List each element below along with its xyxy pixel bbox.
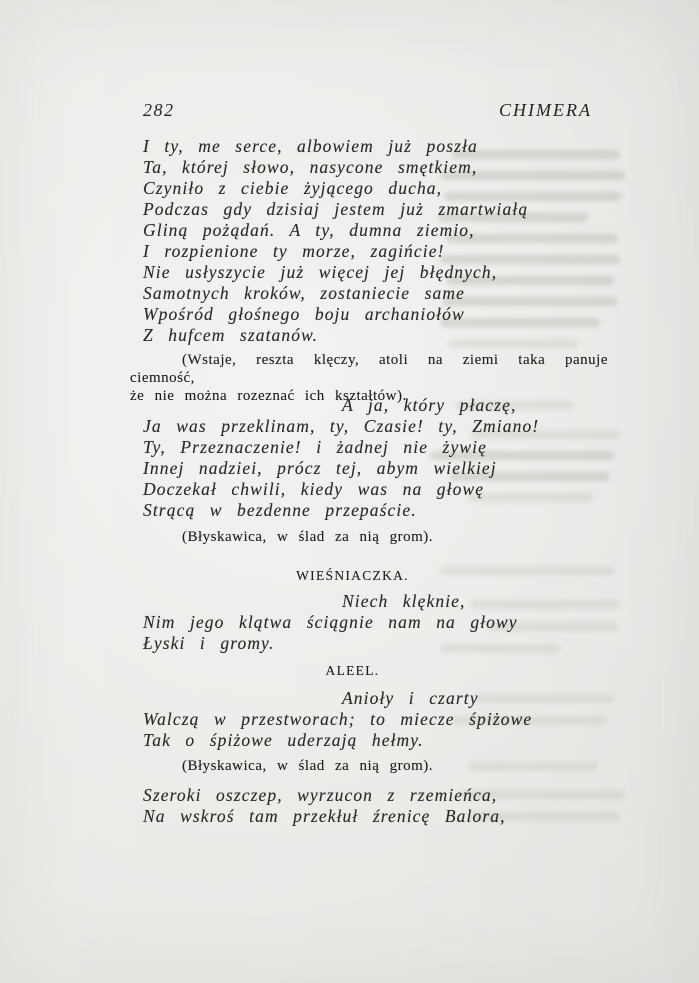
stage-direction-line: (Błyskawica, w ślad za nią grom). <box>182 529 434 545</box>
verse-line: Na wskroś tam przekłuł źrenicę Balora, <box>143 806 506 826</box>
verse-line: Łyski i gromy. <box>143 633 275 653</box>
verse-line: A ja, który płaczę, <box>342 395 517 415</box>
verse-line: Niech klęknie, <box>342 591 466 611</box>
verse-line: Podczas gdy dzisiaj jestem już zmartwiałą <box>143 199 529 219</box>
verse-line: I rozpienione ty morze, zagińcie! <box>143 241 445 261</box>
stage-direction-3 <box>130 757 608 775</box>
stage-direction-line: (Błyskawica, w ślad za nią grom). <box>182 758 434 774</box>
stage-direction-line: (Wstaje, reszta klęczy, atoli na ziemi taka panuje ciemność, <box>130 352 608 386</box>
verse-stanza-4 <box>143 688 613 751</box>
stage-direction-2 <box>130 528 608 546</box>
verse-line: Ja was przeklinam, ty, Czasie! ty, Zmiano! <box>143 416 540 436</box>
verse-line: Gliną pożądań. A ty, dumna ziemio, <box>143 220 475 240</box>
verse-line: Nie usłyszycie już więcej jej błędnych, <box>143 262 498 282</box>
verse-stanza-3 <box>143 591 613 654</box>
verse-stanza-5 <box>143 785 613 827</box>
verse-line: Szeroki oszczep, wyrzucon z rzemieńca, <box>143 785 498 805</box>
verse-line: Czyniło z ciebie żyjącego ducha, <box>143 178 443 198</box>
verse-line: Z hufcem szatanów. <box>143 325 319 345</box>
verse-line: Ty, Przeznaczenie! i żadnej nie żywię <box>143 437 487 457</box>
verse-stanza-2 <box>143 395 613 521</box>
running-head <box>143 100 610 121</box>
verse-line: I ty, me serce, albowiem już poszła <box>143 136 478 156</box>
verse-line: Doczekał chwili, kiedy was na głowę <box>143 479 485 499</box>
page-number: 282 <box>143 100 175 120</box>
speaker-heading-aleel: ALEEL. <box>325 663 380 678</box>
verse-line: Innej nadziei, prócz tej, abym wielkiej <box>143 458 497 478</box>
verse-line: Anioły i czarty <box>342 688 479 708</box>
verse-line: Tak o śpiżowe uderzają hełmy. <box>143 730 424 750</box>
stage-direction-line: że nie można rozeznać ich kształtów). <box>130 388 407 404</box>
journal-title: CHIMERA <box>499 100 592 120</box>
verse-line: Wpośród głośnego boju archaniołów <box>143 304 465 324</box>
verse-line: Ta, której słowo, nasycone smętkiem, <box>143 157 478 177</box>
verse-line: Walczą w przestworach; to miecze śpiżowe <box>143 709 533 729</box>
speaker-heading-wiesniaczka: WIEŚNIACZKA. <box>296 568 409 583</box>
verse-line: Strącą w bezdenne przepaście. <box>143 500 417 520</box>
verse-line: Nim jego klątwa ściągnie nam na głowy <box>143 612 518 632</box>
verse-stanza-1 <box>143 136 613 346</box>
verse-line: Samotnych kroków, zostaniecie same <box>143 283 465 303</box>
